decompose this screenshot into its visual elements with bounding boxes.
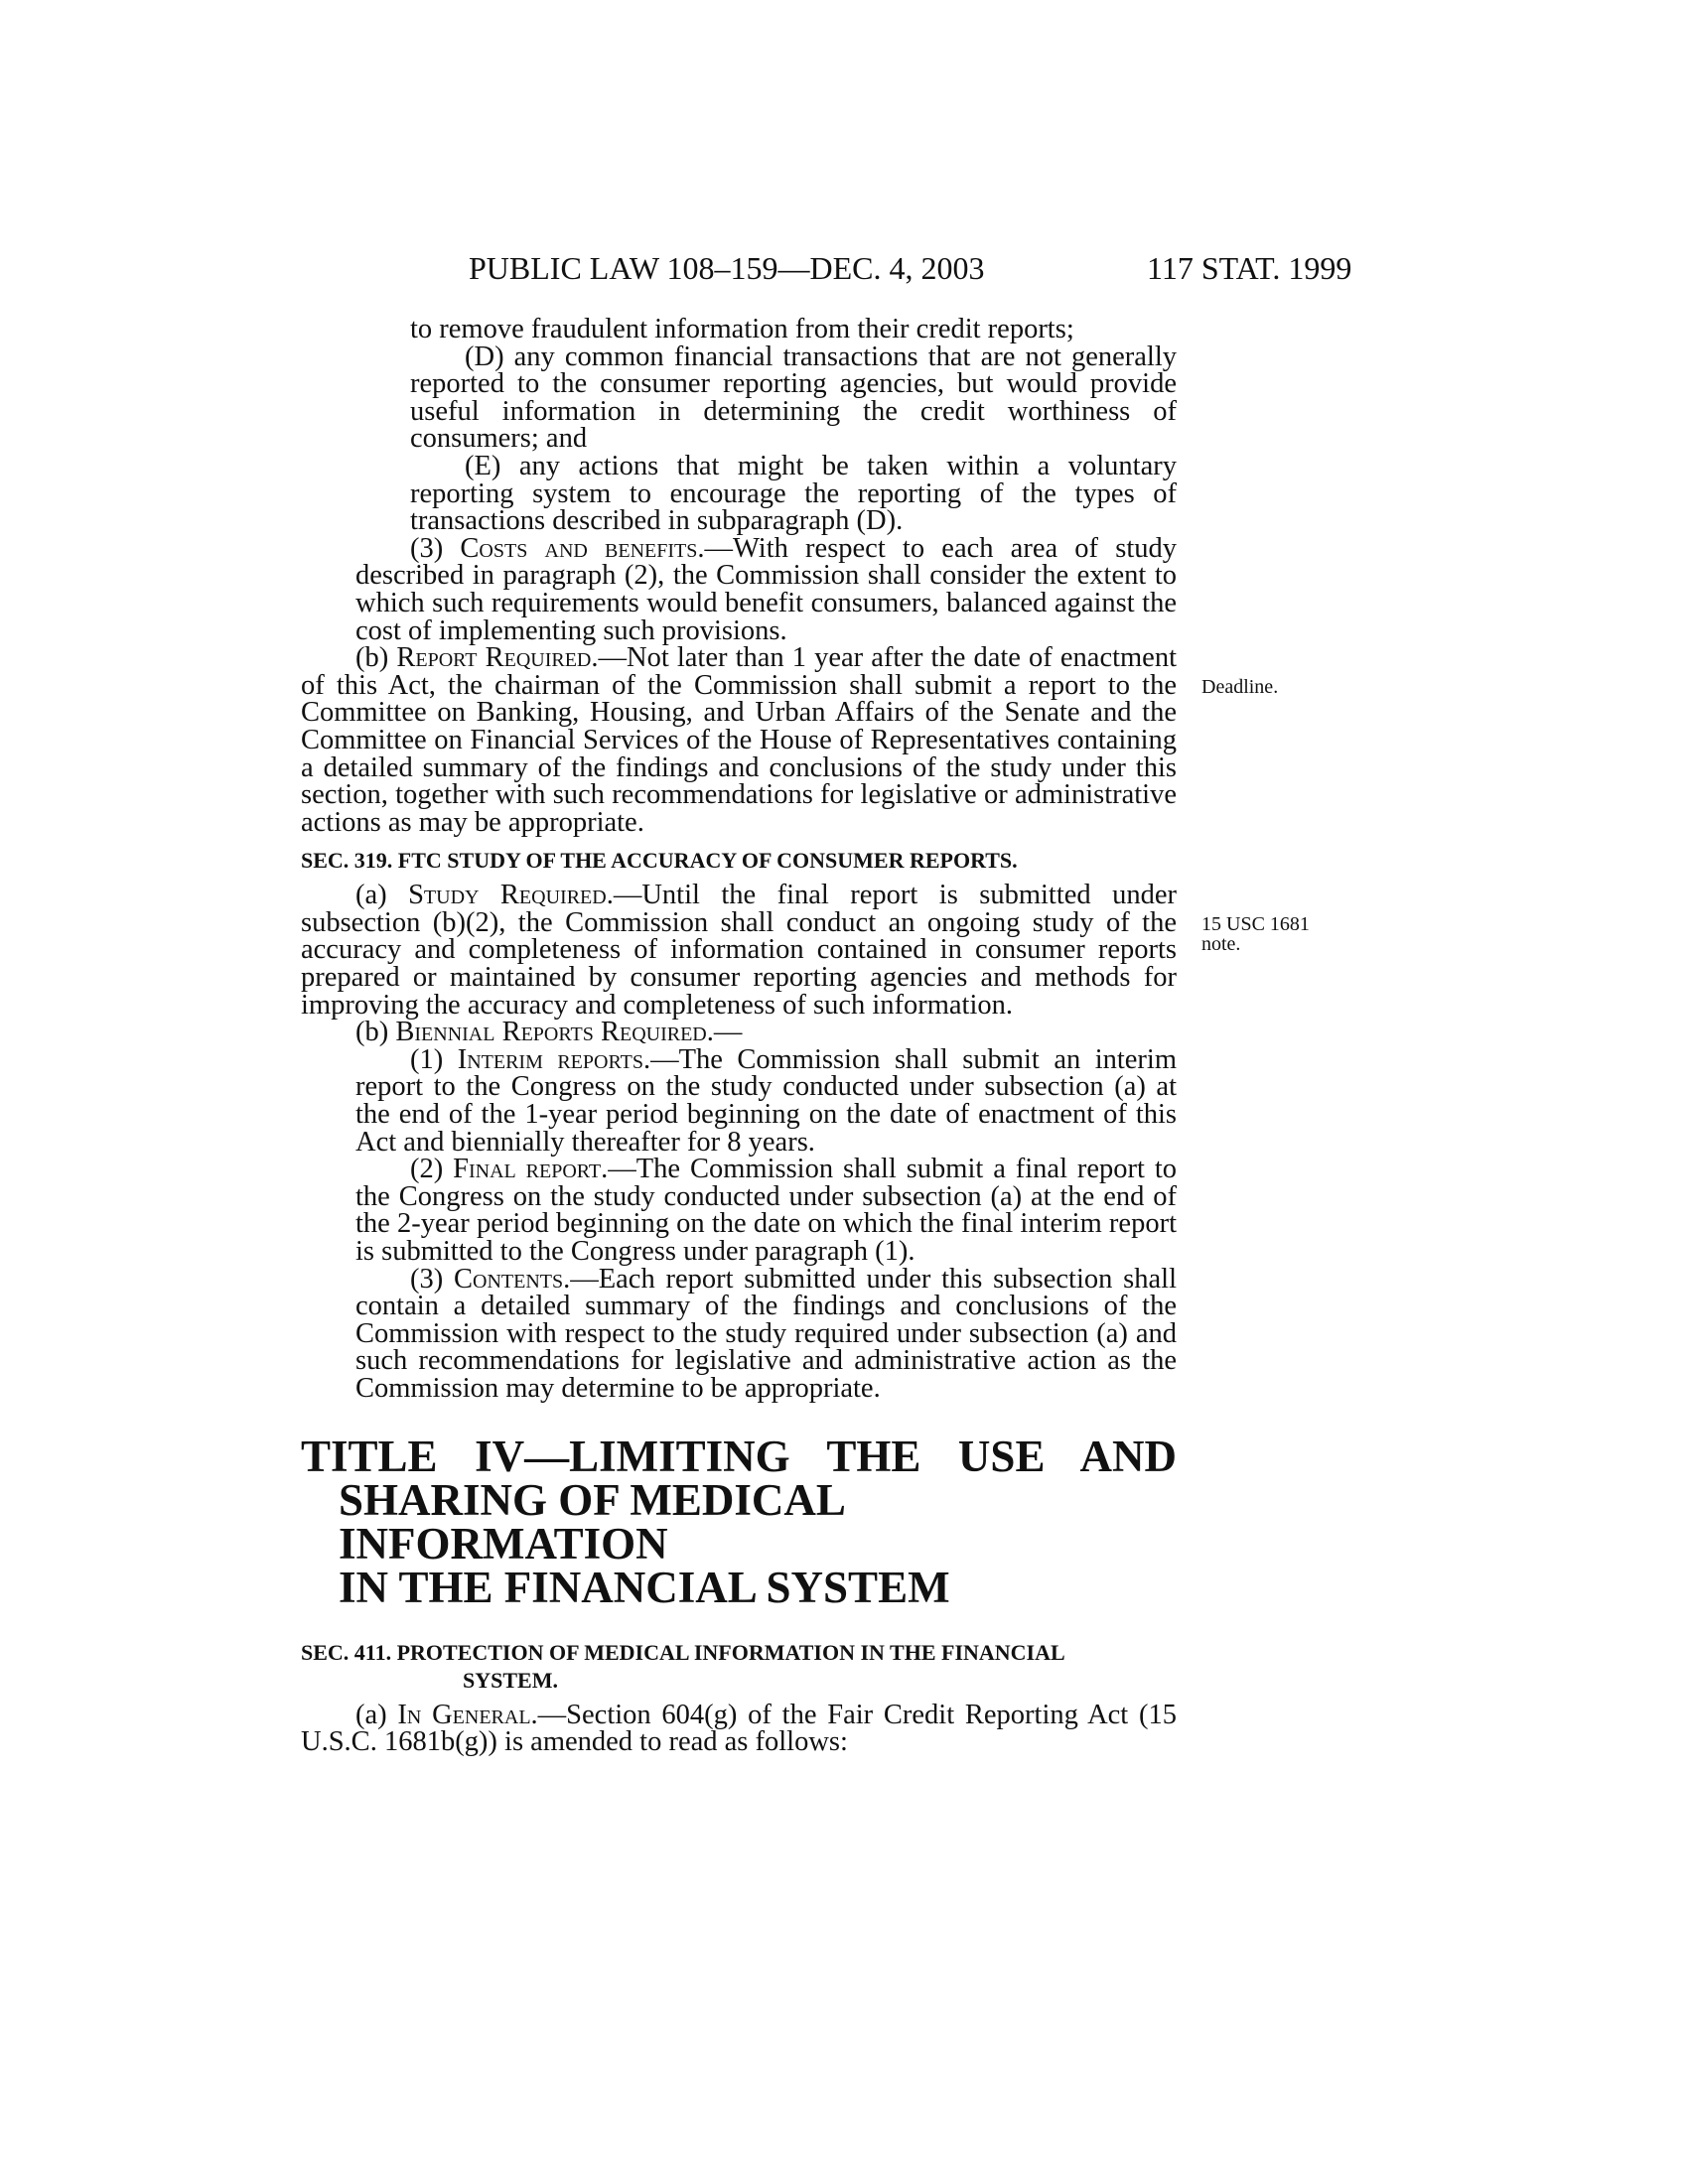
title-iv-heading bbox=[301, 1431, 1177, 1612]
margin-note-usc-line1: 15 USC 1681 bbox=[1201, 913, 1310, 935]
title-line-3: IN THE FINANCIAL SYSTEM bbox=[339, 1562, 950, 1612]
paragraph-c-continued: to remove fraudulent information from their credit reports; bbox=[410, 314, 1074, 344]
title-line-1: TITLE IV—LIMITING THE USE AND bbox=[301, 1431, 1177, 1481]
document-body bbox=[301, 316, 1177, 1756]
heading-biennial-reports: Biennial Reports Required bbox=[395, 1017, 707, 1048]
title-line-2: SHARING OF MEDICAL INFORMATION bbox=[339, 1474, 844, 1569]
paragraph-biennial-reports: (b) Biennial Reports Required.— bbox=[355, 1017, 743, 1048]
section-319-heading: SEC. 319. FTC STUDY OF THE ACCURACY OF CONSUMER REPORTS. bbox=[301, 848, 1018, 874]
margin-note-usc bbox=[1201, 914, 1310, 954]
heading-contents: Contents bbox=[454, 1263, 564, 1295]
heading-in-general: In General bbox=[397, 1699, 531, 1730]
margin-note-deadline: Deadline. bbox=[1201, 676, 1279, 698]
paragraph-interim-reports: (1) Interim reports.—The Commission shall submit an interim report to the Congress on the study conducted under subsection (a) at the end of the 1-year period beginning on the date of enactment of this Act and biennially thereafter for 8 years. bbox=[355, 1043, 1178, 1158]
paragraph-study-required: (a) Study Required.—Until the final report is submitted under subsection (b)(2), the Commission shall conduct an ongoing study of the accuracy and completeness of information contained in consumer reports prepared or maintained by consumer reporting agencies and methods for improving the accuracy and completeness of such information. bbox=[301, 880, 1177, 1021]
paragraph-contents: (3) Contents.—Each report submitted under this subsection shall contain a detailed summary of the findings and conclusions of the Commission with respect to the study required under subsection (a) and such recommendations for legislative and administrative action as the Commission may determine to be appropriate. bbox=[355, 1263, 1177, 1404]
paragraph-in-general: (a) In General.—Section 604(g) of the Fair Credit Reporting Act (15 U.S.C. 1681b(g)) is amended to read as follows: bbox=[301, 1699, 1177, 1758]
paragraph-e: (E) any actions that might be taken within a voluntary reporting system to encourage the reporting of the types of transactions described in subparagraph (D). bbox=[410, 450, 1177, 537]
paragraph-d: (D) any common financial transactions that are not generally reported to the consumer reporting agencies, but would provide useful information in determining the credit worthiness of consumers; and bbox=[410, 341, 1177, 455]
heading-interim-reports: Interim reports bbox=[457, 1043, 643, 1075]
running-header-page: 117 STAT. 1999 bbox=[1147, 250, 1352, 286]
section-411-heading-cont: SYSTEM. bbox=[463, 1667, 558, 1693]
paragraph-final-report: (2) Final report.—The Commission shall submit a final report to the Congress on the study conducted under subsection (a) at the end of the 2-year period beginning on the date on which the final interim report is submitted to the Congress under paragraph (1). bbox=[355, 1154, 1178, 1267]
heading-costs-benefits: Costs and benefits bbox=[460, 532, 698, 564]
heading-final-report: Final report bbox=[453, 1154, 602, 1185]
running-header-law: PUBLIC LAW 108–159—DEC. 4, 2003 bbox=[469, 250, 985, 286]
heading-report-required: Report Required bbox=[396, 642, 592, 674]
paragraph-costs-benefits: (3) Costs and benefits.—With respect to each area of study described in paragraph (2), the Commission shall consider the extent to which such requirements would benefit consumers, balanced against the cost of implementing such provisions. bbox=[355, 532, 1177, 646]
section-411-heading: SEC. 411. PROTECTION OF MEDICAL INFORMATION IN THE FINANCIAL bbox=[301, 1639, 1065, 1665]
paragraph-report-required: (b) Report Required.—Not later than 1 year after the date of enactment of this Act, the chairman of the Commission shall submit a report to the Committee on Banking, Housing, and Urban Affairs of the Senate and the Committee on Financial Services of the House of Representatives containing a detailed summary of the findings and conclusions of the study under this section, together with such recommendations for legislative or administrative actions as may be appropriate. bbox=[301, 642, 1177, 838]
heading-study-required: Study Required bbox=[408, 880, 607, 911]
margin-note-usc-line2: note. bbox=[1201, 933, 1241, 955]
